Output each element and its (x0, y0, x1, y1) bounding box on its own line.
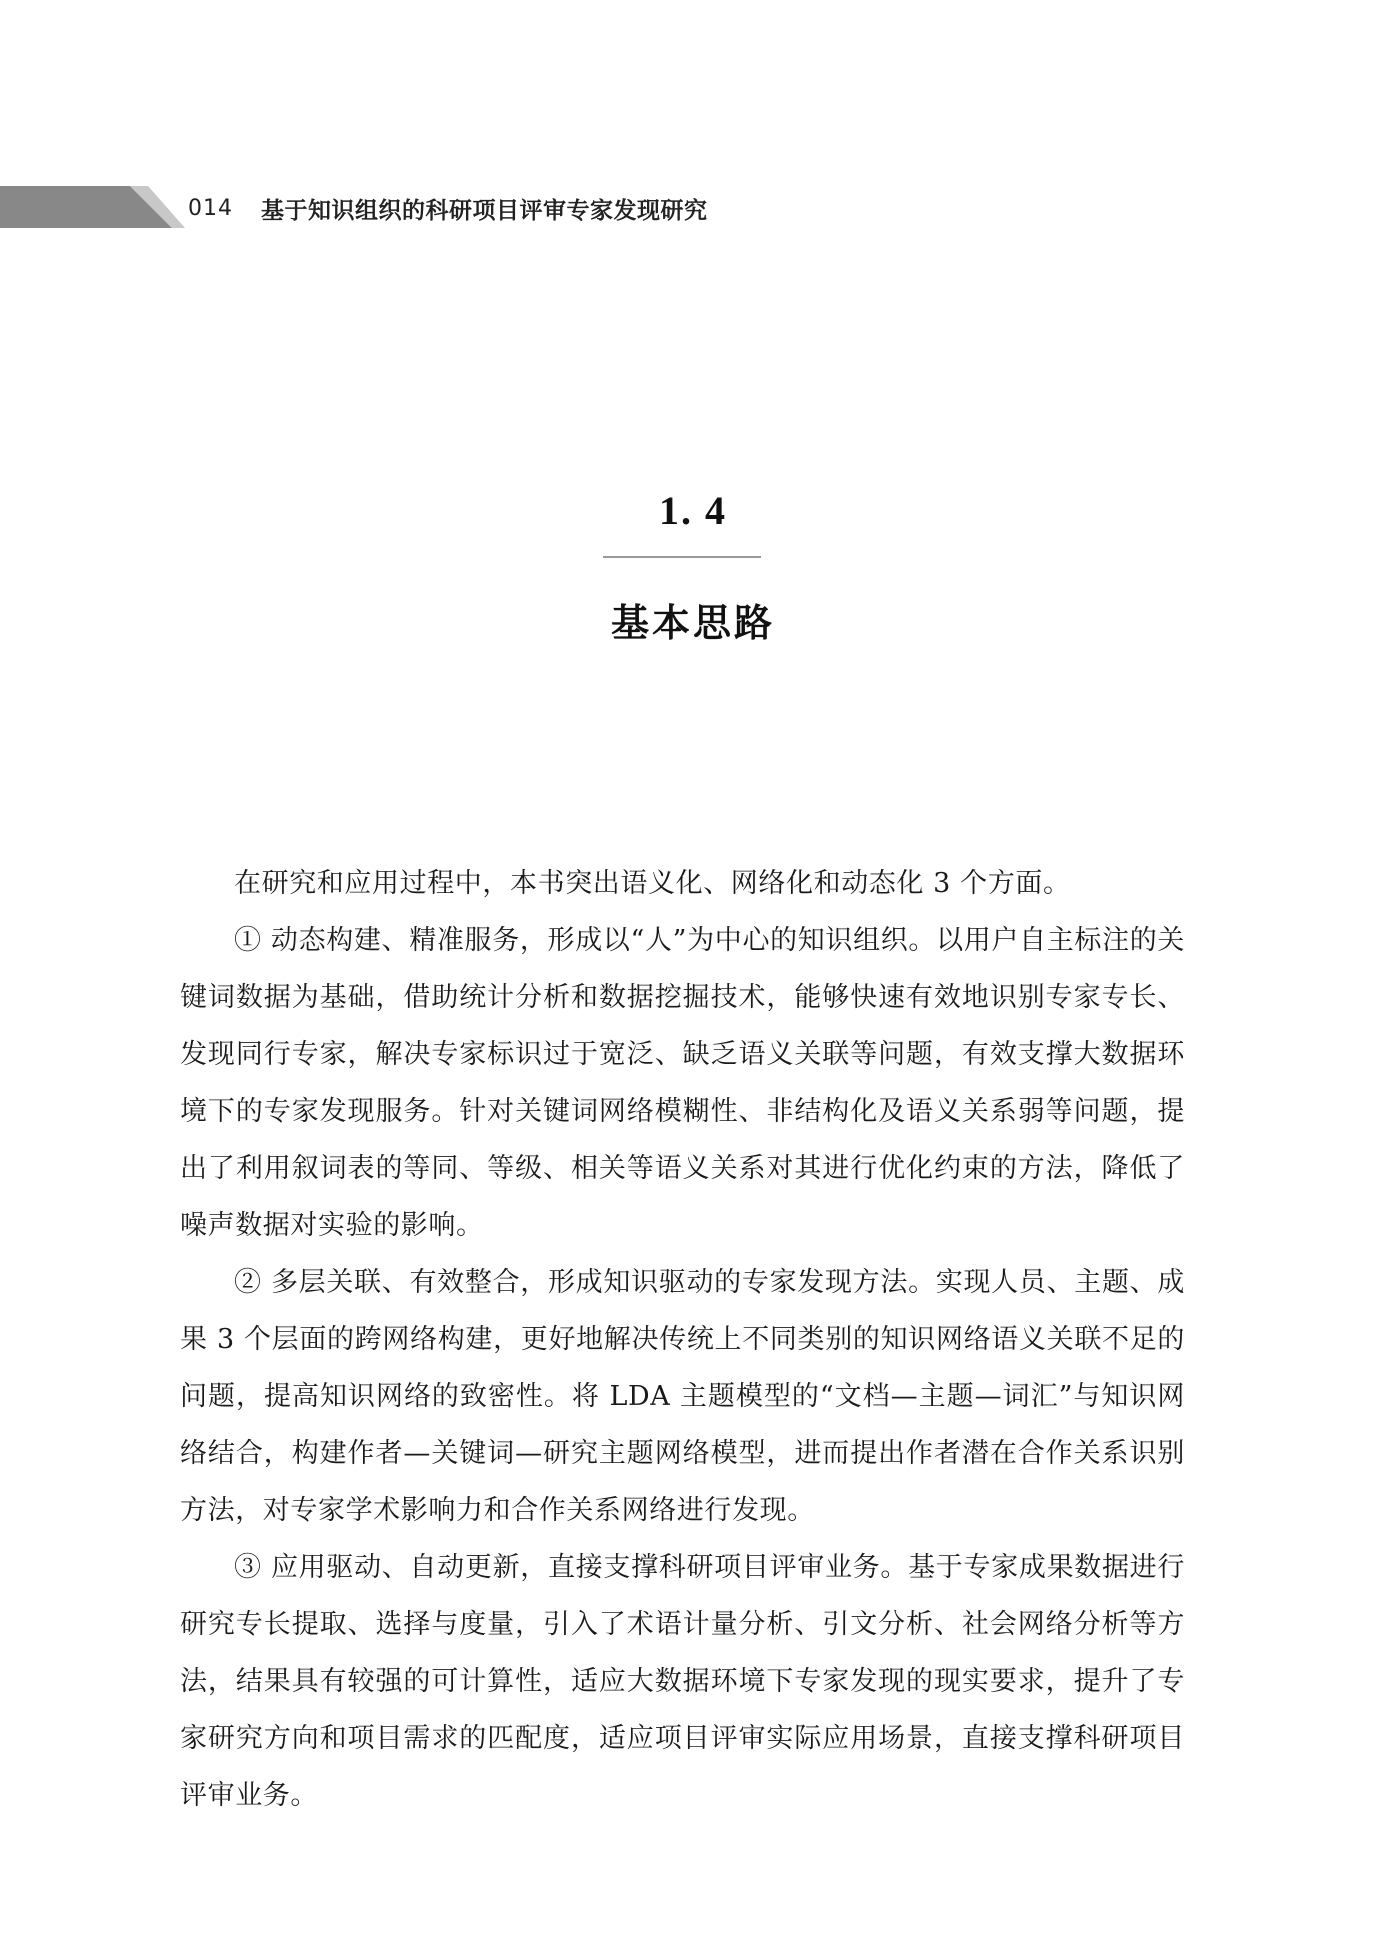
body-text (180, 855, 1185, 1824)
section-number: 1. 4 (659, 488, 727, 533)
paragraph-point-2: ② 多层关联、有效整合，形成知识驱动的专家发现方法。实现人员、主题、成果 3 个层面的跨网络构建，更好地解决传统上不同类别的知识网络语义关联不足的问题，提高知识网络的致密性。将 LDA 主题模型的“文档—主题—词汇”与知识网络结合，构建作者—关键词—研究主题网络模型，进而提出作者潜在合作关系识别方法，对专家学术影响力和合作关系网络进行发现。 (180, 1267, 1185, 1526)
section-title: 基本思路 (610, 600, 775, 645)
paragraph-point-3: ③ 应用驱动、自动更新，直接支撑科研项目评审业务。基于专家成果数据进行研究专长提取、选择与度量，引入了术语计量分析、引文分析、社会网络分析等方法，结果具有较强的可计算性，适应大数据环境下专家发现的现实要求，提升了专家研究方向和项目需求的匹配度，适应项目评审实际应用场景，直接支撑科研项目评审业务。 (180, 1552, 1185, 1811)
page-number: 014 (188, 195, 233, 221)
page-header (188, 188, 708, 228)
header-decoration-band (0, 186, 185, 228)
running-title: 基于知识组织的科研项目评审专家发现研究 (261, 197, 708, 224)
paragraph-intro: 在研究和应用过程中，本书突出语义化、网络化和动态化 3 个方面。 (234, 868, 1071, 899)
section-divider (603, 556, 761, 558)
paragraph-point-1: ① 动态构建、精准服务，形成以“人”为中心的知识组织。以用户自主标注的关键词数据为基础，借助统计分析和数据挖掘技术，能够快速有效地识别专家专长、发现同行专家，解决专家标识过于宽泛、缺乏语义关联等问题，有效支撑大数据环境下的专家发现服务。针对关键词网络模糊性、非结构化及语义关系弱等问题，提出了利用叙词表的等同、等级、相关等语义关系对其进行优化约束的方法，降低了噪声数据对实验的影响。 (180, 925, 1185, 1241)
